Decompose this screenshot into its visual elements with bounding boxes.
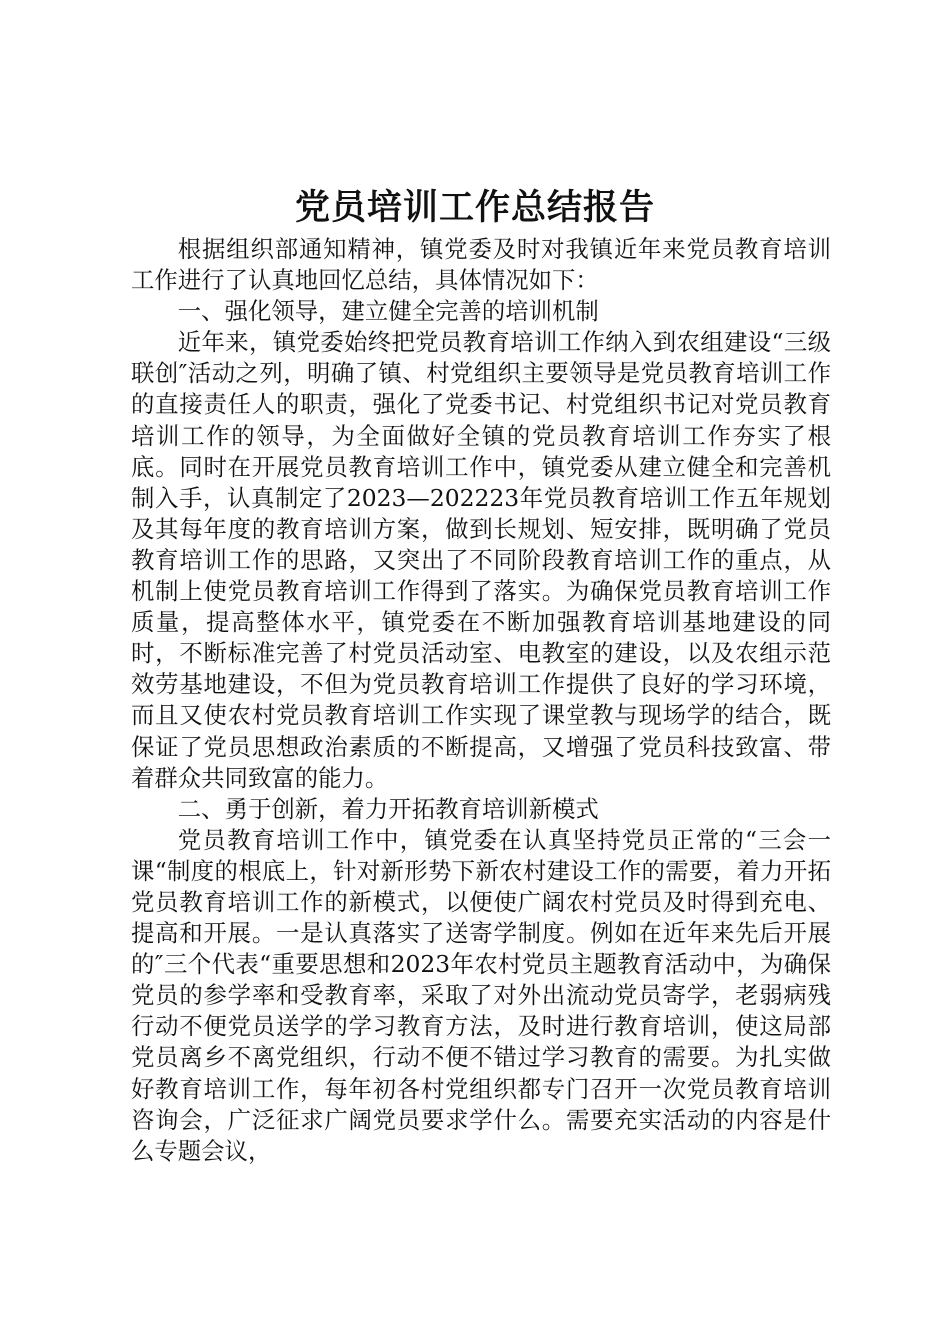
document-body xyxy=(131,234,831,1167)
document-title: 党员培训工作总结报告 xyxy=(294,187,655,228)
section-heading-2: 二、勇于创新，着力开拓教育培训新模式 xyxy=(177,794,599,823)
section-1-paragraph: 近年来，镇党委始终把党员教育培训工作纳入到农组建设“三级联创″活动之列，明确了镇、村党组织主要领导是党员教育培训工作的直接责任人的职责，强化了党委书记、村党组织书记对党员教育培训工作的领导，为全面做好全镇的党员教育培训工作夯实了根底。同时在开展党员教育培训工作中，镇党委从建立健全和完善机制入手，认真制定了2023—202223年党员教育培训工作五年规划及其每年度的教育培训方案，做到长规划、短安排，既明确了党员教育培训工作的思路，又突出了不同阶段教育培训工作的重点，从机制上使党员教育培训工作得到了落实。为确保党员教育培训工作质量，提高整体水平，镇党委在不断加强教育培训基地建设的同时，不断标准完善了村党员活动室、电教室的建设，以及农组示范效劳基地建设，不但为党员教育培训工作提供了良好的学习环境，而且又使农村党员教育培训工作实现了课堂教与现场学的结合，既保证了党员思想政治素质的不断提高，又增强了党员科技致富、带着群众共同致富的能力。 xyxy=(131,328,831,792)
section-2-paragraph: 党员教育培训工作中，镇党委在认真坚持党员正常的“三会一课“制度的根底上，针对新形势下新农村建设工作的需要，着力开拓党员教育培训工作的新模式，以便使广阔农村党员及时得到充电、提高和开展。一是认真落实了送寄学制度。例如在近年来先后开展的″三个代表“重要思想和2023年农村党员主题教育活动中，为确保党员的参学率和受教育率，采取了对外出流动党员寄学，老弱病残行动不便党员送学的学习教育方法，及时进行教育培训，使这局部党员离乡不离党组织，行动不便不错过学习教育的需要。为扎实做好教育培训工作，每年初各村党组织都专门召开一次党员教育培训咨询会，广泛征求广阔党员要求学什么。需要充实活动的内容是什么专题会议， xyxy=(131,825,831,1165)
intro-paragraph: 根据组织部通知精神，镇党委及时对我镇近年来党员教育培训工作进行了认真地回忆总结，具体情况如下： xyxy=(131,235,831,295)
section-heading-1: 一、强化领导，建立健全完善的培训机制 xyxy=(177,297,599,326)
